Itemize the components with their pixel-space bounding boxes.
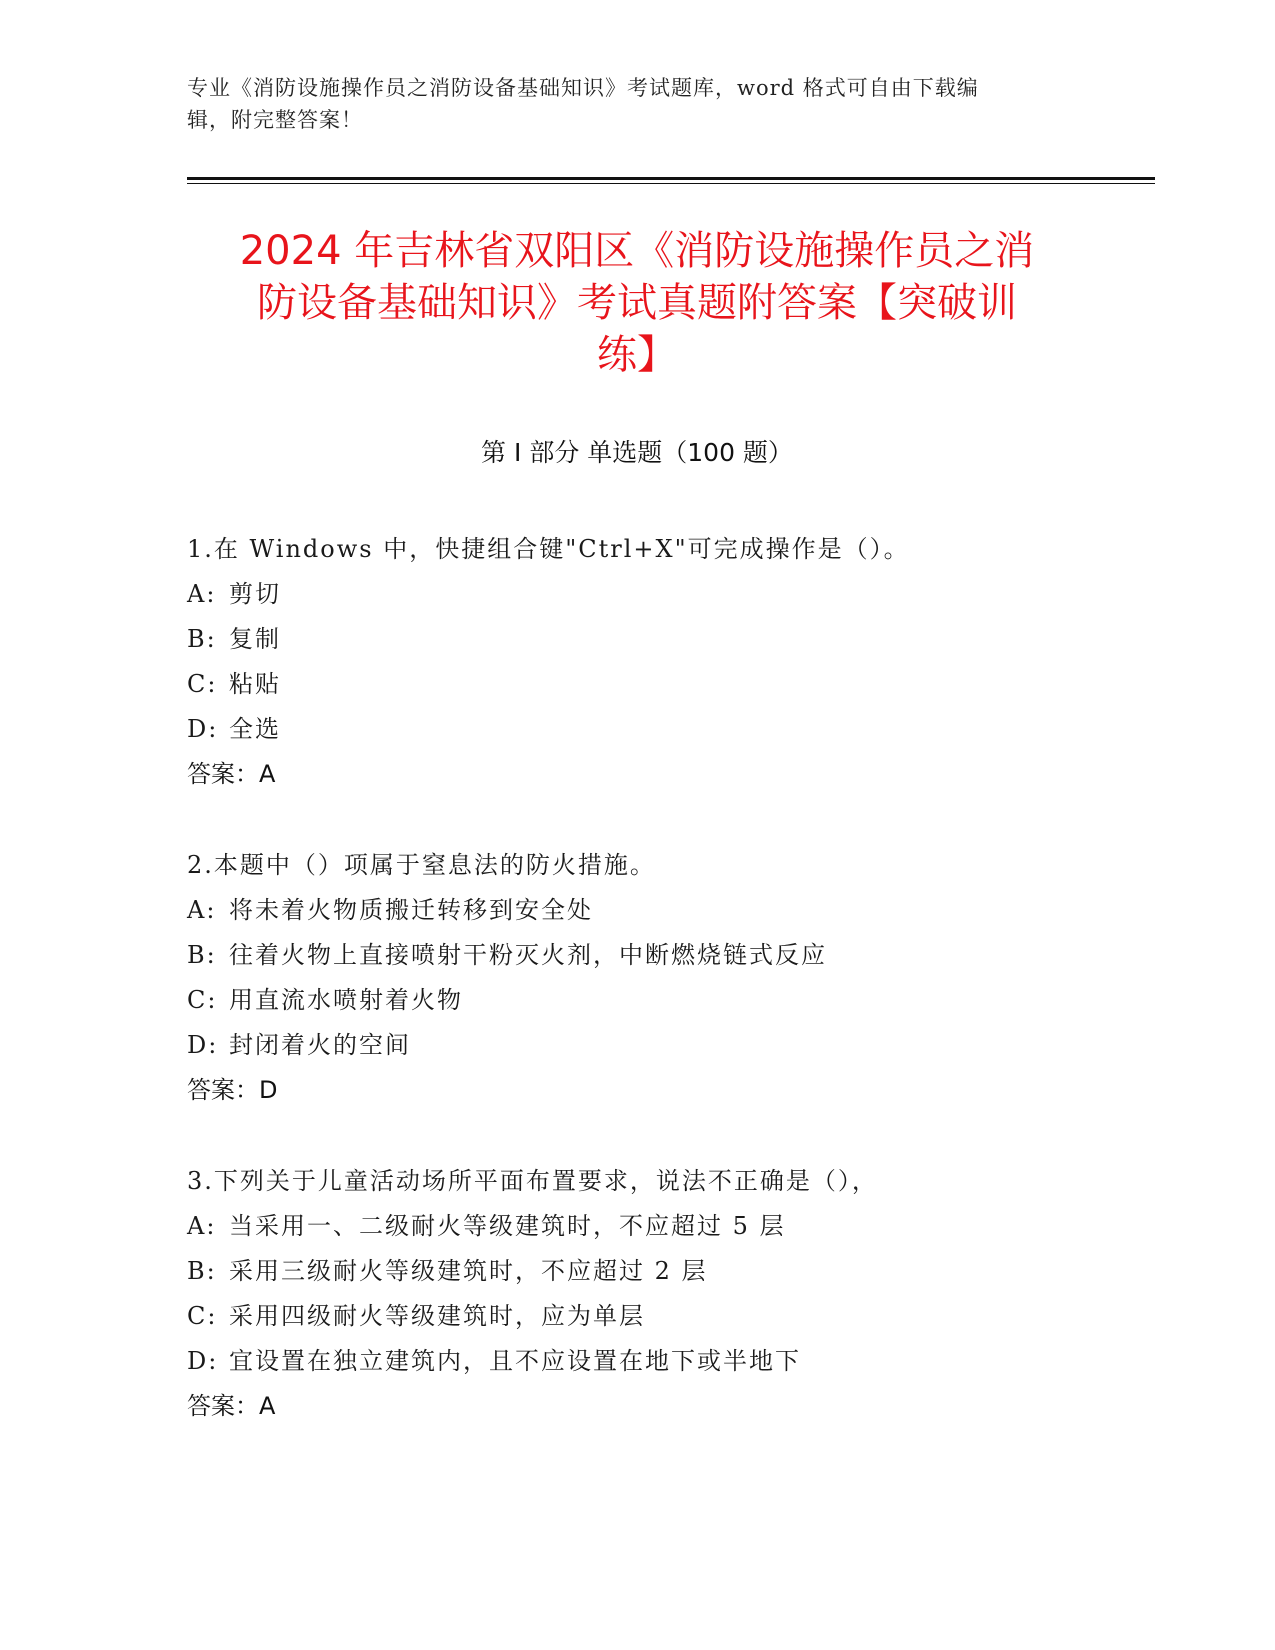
- document-title: [187, 225, 1087, 381]
- header-note-line-2: 辑，附完整答案！: [187, 108, 363, 132]
- option-key: A:: [187, 1212, 217, 1240]
- option-text: 粘贴: [229, 670, 281, 698]
- option-text: 宜设置在独立建筑内，且不应设置在地下或半地下: [229, 1347, 801, 1375]
- option-text: 封闭着火的空间: [229, 1031, 411, 1059]
- option-key: B:: [187, 625, 217, 653]
- answer-line: 答案：A: [187, 1392, 276, 1420]
- option-a: [187, 572, 1147, 617]
- question-3: [187, 1159, 1147, 1429]
- option-text: 往着火物上直接喷射干粉灭火剂，中断燃烧链式反应: [229, 941, 827, 969]
- option-c: [187, 1294, 1147, 1339]
- option-d: [187, 1339, 1147, 1384]
- option-key: C:: [187, 670, 218, 698]
- option-text: 全选: [229, 715, 281, 743]
- question-stem: 2.本题中（）项属于窒息法的防火措施。: [187, 851, 656, 879]
- option-b: [187, 617, 1147, 662]
- option-b: [187, 933, 1147, 978]
- header-rule-thick: [187, 177, 1155, 180]
- header-rule-thin: [187, 183, 1155, 184]
- option-d: [187, 707, 1147, 752]
- answer-line: 答案：A: [187, 760, 276, 788]
- option-text: 剪切: [229, 580, 281, 608]
- option-key: A:: [187, 896, 217, 924]
- document-title-line-2: 防设备基础知识》考试真题附答案【突破训: [257, 280, 1017, 326]
- option-a: [187, 1204, 1147, 1249]
- option-key: B:: [187, 1257, 217, 1285]
- option-key: D:: [187, 1347, 219, 1375]
- option-text: 复制: [229, 625, 281, 653]
- option-a: [187, 888, 1147, 933]
- option-text: 当采用一、二级耐火等级建筑时，不应超过 5 层: [229, 1212, 786, 1240]
- header-note: [187, 72, 1067, 136]
- option-d: [187, 1023, 1147, 1068]
- answer-line: 答案：D: [187, 1076, 278, 1104]
- option-c: [187, 978, 1147, 1023]
- question-2: [187, 843, 1147, 1113]
- option-key: D:: [187, 1031, 219, 1059]
- header-note-line-1: 专业《消防设施操作员之消防设备基础知识》考试题库，word 格式可自由下载编: [187, 76, 979, 100]
- section-title: 第 I 部分 单选题（100 题）: [481, 438, 793, 467]
- option-c: [187, 662, 1147, 707]
- option-key: A:: [187, 580, 217, 608]
- option-key: B:: [187, 941, 217, 969]
- question-1: [187, 527, 1147, 797]
- option-key: D:: [187, 715, 219, 743]
- option-key: C:: [187, 986, 218, 1014]
- option-b: [187, 1249, 1147, 1294]
- question-list: [187, 527, 1147, 1475]
- question-stem: 3.下列关于儿童活动场所平面布置要求，说法不正确是（），: [187, 1167, 878, 1195]
- option-text: 用直流水喷射着火物: [229, 986, 463, 1014]
- option-text: 将未着火物质搬迁转移到安全处: [229, 896, 593, 924]
- option-key: C:: [187, 1302, 218, 1330]
- document-title-line-3: 练】: [597, 332, 677, 378]
- option-text: 采用三级耐火等级建筑时，不应超过 2 层: [229, 1257, 708, 1285]
- option-text: 采用四级耐火等级建筑时，应为单层: [229, 1302, 645, 1330]
- question-stem: 1.在 Windows 中，快捷组合键"Ctrl+X"可完成操作是（）。: [187, 535, 910, 563]
- document-title-line-1: 2024 年吉林省双阳区《消防设施操作员之消: [239, 228, 1035, 274]
